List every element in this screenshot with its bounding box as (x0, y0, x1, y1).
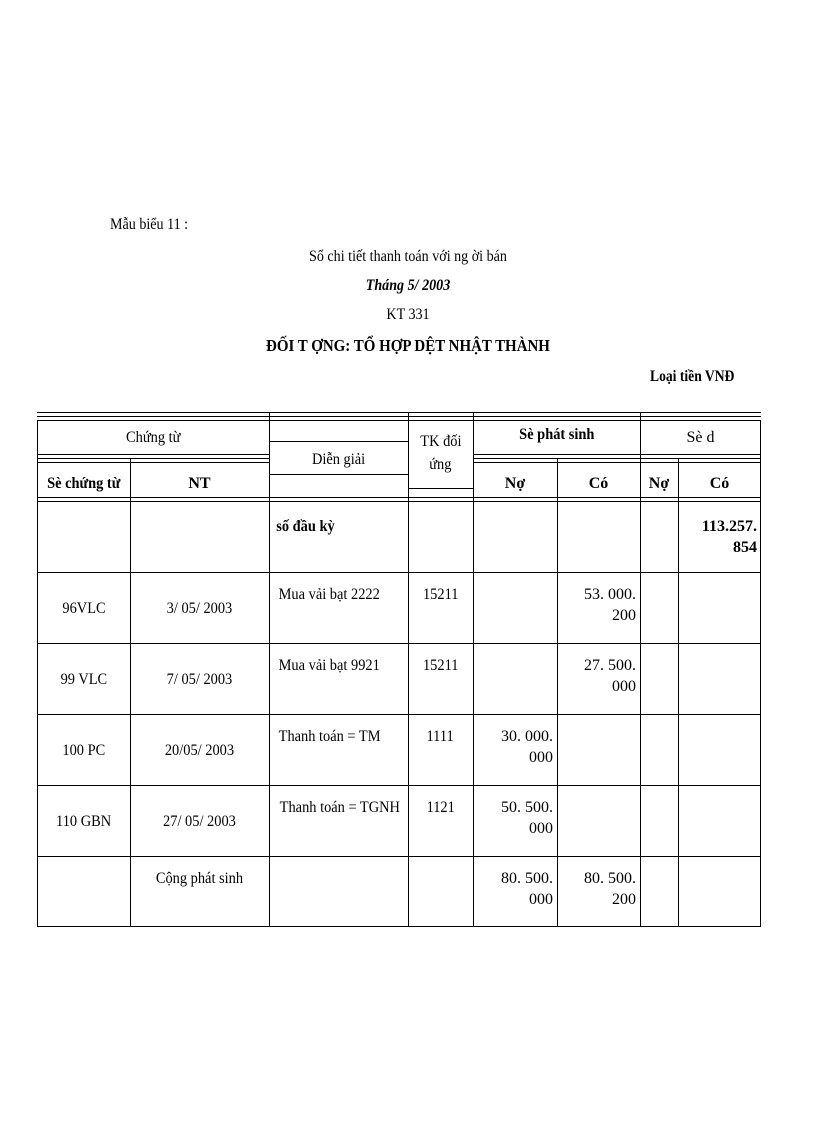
ledger-table (37, 412, 761, 927)
table-row-4-no: 50. 500. 000 (501, 799, 553, 837)
header-tk-doi-ung-1: TK đối (419, 433, 462, 450)
table-row-4-so-ct: 110 GBN (55, 813, 112, 830)
header-co: Có (588, 475, 609, 492)
table-row-1-nt: 3/ 05/ 2003 (166, 600, 233, 617)
table-row-1-tk: 15211 (422, 586, 459, 603)
table-row-1-co: 53. 000. 200 (584, 586, 636, 624)
header-so-chung-tu: Sè chứng từ (46, 475, 121, 492)
total-label: Cộng phát sinh (155, 870, 244, 887)
header-du-no: Nợ (648, 475, 670, 492)
ledger-month: Tháng 5/ 2003 (365, 277, 451, 294)
account-code: KT 331 (386, 306, 430, 323)
header-so-du: Sè d (686, 429, 715, 446)
counterparty: ĐỐI T ỢNG: TỔ HỢP DỆT NHẬT THÀNH (266, 336, 550, 355)
table-row-4-nt: 27/ 05/ 2003 (163, 813, 236, 830)
total-no: 80. 500. 000 (501, 870, 553, 908)
header-chung-tu: Chứng từ (125, 429, 181, 446)
header-tk-doi-ung-2: ứng (429, 456, 452, 473)
table-row-3-nt: 20/05/ 2003 (164, 742, 235, 759)
table-row-2-nt: 7/ 05/ 2003 (166, 671, 233, 688)
table-row-2-tk: 15211 (422, 657, 459, 674)
table-row-2-dien-giai: Mua vải bạt 9921 (278, 657, 380, 674)
header-du-co: Có (709, 475, 730, 492)
table-row-4-tk: 1121 (426, 799, 455, 816)
table-row-4-dien-giai: Thanh toán = TGNH (279, 799, 400, 816)
header-so-phat-sinh: Sè phát sinh (518, 426, 595, 443)
table-row-3-tk: 1111 (426, 728, 455, 745)
ledger-title: Sổ chi tiết thanh toán với ng ời bán (309, 248, 507, 265)
header-dien-giai: Diễn giải (311, 451, 366, 468)
header-nt: NT (188, 475, 211, 492)
form-label: Mẫu biểu 11 : (110, 216, 189, 233)
table-row-2-so-ct: 99 VLC (60, 671, 107, 688)
total-co: 80. 500. 200 (584, 870, 636, 908)
table-row-3-so-ct: 100 PC (62, 742, 105, 759)
table-row-3-dien-giai: Thanh toán = TM (278, 728, 381, 745)
table-row-3-no: 30. 000. 000 (501, 728, 553, 766)
table-row-1-dien-giai: Mua vải bạt 2222 (278, 586, 380, 603)
header-no: Nợ (504, 475, 526, 492)
opening-balance: 113.257. 854 (701, 518, 757, 556)
table-row-1-so-ct: 96VLC (61, 600, 106, 617)
table-row-2-co: 27. 500. 000 (584, 657, 636, 695)
opening-label: số đầu kỳ (276, 518, 335, 535)
currency-label: Loại tiền VNĐ (650, 368, 735, 385)
